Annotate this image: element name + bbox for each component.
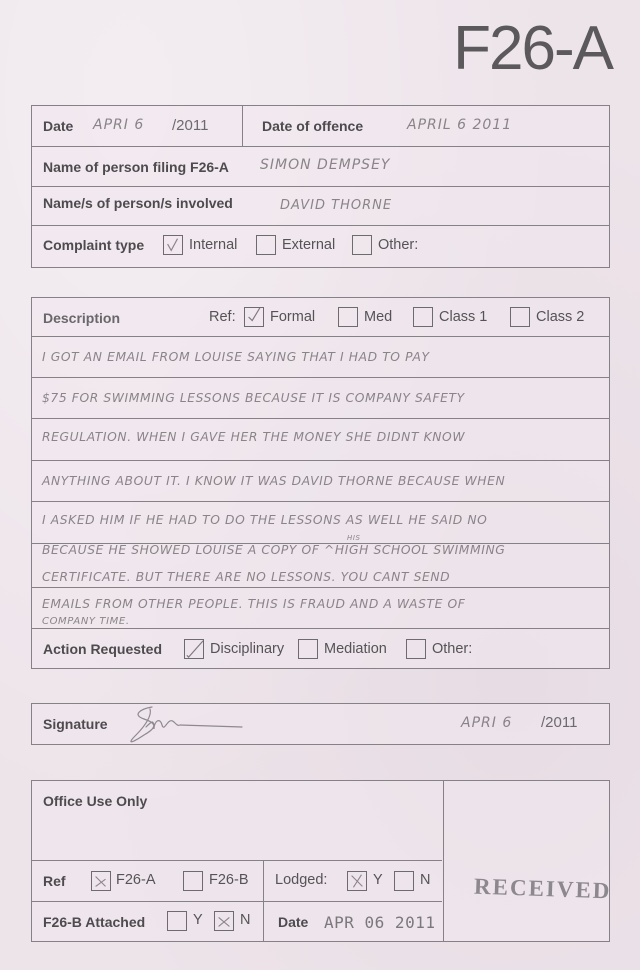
complaint-internal-label: Internal [189, 237, 238, 253]
complaint-other-checkbox[interactable] [352, 235, 372, 255]
received-stamp: RECEIVED [473, 873, 612, 904]
divider [242, 106, 243, 146]
description-line: BECAUSE HE SHOWED LOUISE A COPY OF ^HIGH SCHOOL SWIMMING [42, 543, 506, 557]
lodged-yes-label: Y [373, 872, 383, 888]
checkmark-icon [245, 308, 263, 326]
divider [32, 418, 609, 419]
office-use-title: Office Use Only [43, 793, 148, 809]
divider [32, 225, 609, 226]
divider [32, 186, 609, 187]
ref-class2-label: Class 2 [536, 309, 585, 325]
ref-med-label: Med [364, 309, 393, 325]
ref-med-checkbox[interactable] [338, 307, 358, 327]
ref-label: Ref: [209, 309, 236, 325]
description-line: I ASKED HIM IF HE HAD TO DO THE LESSONS AS WELL HE SAID NO [42, 513, 488, 527]
divider [32, 501, 609, 502]
office-use-section [31, 780, 610, 942]
x-mark-icon [215, 912, 233, 930]
description-line: I GOT AN EMAIL FROM LOUISE SAYING THAT I HAD TO PAY [42, 350, 430, 364]
x-mark-icon [92, 872, 110, 890]
description-section [31, 297, 610, 669]
office-ref-f26a-label: F26-A [116, 872, 156, 888]
complaint-external-label: External [282, 237, 336, 253]
lodged-no-checkbox[interactable] [394, 871, 414, 891]
office-ref-label: Ref [43, 873, 66, 889]
complaint-external-checkbox[interactable] [256, 235, 276, 255]
action-disciplinary-checkbox[interactable] [184, 639, 204, 659]
complainant-details-section [31, 105, 610, 268]
divider [32, 628, 609, 629]
form-code-title: F26-A [453, 14, 612, 83]
x-mark-icon [348, 872, 366, 890]
divider [32, 377, 609, 378]
ref-class1-label: Class 1 [439, 309, 488, 325]
divider [32, 587, 609, 588]
office-ref-f26a-checkbox[interactable] [91, 871, 111, 891]
signature-date-field[interactable]: APRI 6 [461, 715, 513, 731]
checkmark-icon [164, 236, 182, 254]
filer-name-field[interactable]: SIMON DEMPSEY [260, 157, 391, 173]
date-label: Date [43, 118, 74, 134]
attached-no-checkbox[interactable] [214, 911, 234, 931]
signature-section [31, 703, 610, 745]
signature-label: Signature [43, 716, 108, 732]
persons-involved-field[interactable]: DAVID THORNE [280, 198, 393, 213]
persons-involved-label: Name/s of person/s involved [43, 195, 233, 211]
date-of-offence-field[interactable]: APRIL 6 2011 [407, 117, 513, 133]
action-disciplinary-label: Disciplinary [210, 641, 285, 657]
signature-field[interactable] [122, 701, 262, 747]
date-year: /2011 [172, 117, 209, 134]
date-field[interactable]: APRI 6 [93, 117, 145, 133]
attached-yes-checkbox[interactable] [167, 911, 187, 931]
description-insert-word: HIS [347, 534, 361, 542]
attached-no-label: N [240, 912, 251, 928]
description-line: CERTIFICATE. BUT THERE ARE NO LESSONS. YOU CANT SEND [42, 570, 451, 584]
date-of-offence-label: Date of offence [262, 118, 364, 134]
description-line: ANYTHING ABOUT IT. I KNOW IT WAS DAVID THORNE BECAUSE WHEN [42, 474, 506, 488]
filer-name-label: Name of person filing F26-A [43, 159, 229, 175]
office-ref-f26b-checkbox[interactable] [183, 871, 203, 891]
office-ref-f26b-label: F26-B [209, 872, 249, 888]
description-label: Description [43, 310, 121, 326]
action-other-label: Other: [432, 641, 473, 657]
ref-class2-checkbox[interactable] [510, 307, 530, 327]
checkmark-icon [185, 640, 203, 658]
description-line: COMPANY TIME. [42, 616, 130, 627]
action-mediation-checkbox[interactable] [298, 639, 318, 659]
description-line: REGULATION. WHEN I GAVE HER THE MONEY SHE DIDNT KNOW [42, 430, 466, 444]
lodged-yes-checkbox[interactable] [347, 871, 367, 891]
attached-yes-label: Y [193, 912, 203, 928]
lodged-label: Lodged: [275, 872, 328, 888]
divider [263, 860, 264, 941]
ref-formal-checkbox[interactable] [244, 307, 264, 327]
ref-formal-label: Formal [270, 309, 316, 325]
complaint-type-label: Complaint type [43, 237, 145, 253]
action-mediation-label: Mediation [324, 641, 387, 657]
office-date-label: Date [278, 914, 309, 930]
divider [32, 146, 609, 147]
signature-date-year: /2011 [541, 714, 578, 731]
complaint-internal-checkbox[interactable] [163, 235, 183, 255]
action-requested-label: Action Requested [43, 641, 163, 657]
description-line: $75 FOR SWIMMING LESSONS BECAUSE IT IS COMPANY SAFETY [42, 391, 465, 405]
lodged-no-label: N [420, 872, 431, 888]
f26b-attached-label: F26-B Attached [43, 914, 146, 930]
description-line: EMAILS FROM OTHER PEOPLE. THIS IS FRAUD AND A WASTE OF [42, 597, 466, 611]
divider [32, 460, 609, 461]
ref-class1-checkbox[interactable] [413, 307, 433, 327]
office-date-stamp: APR 06 2011 [324, 913, 436, 932]
divider [32, 336, 609, 337]
divider [32, 901, 442, 902]
divider [32, 860, 442, 861]
divider [443, 781, 444, 941]
complaint-other-label: Other: [378, 237, 419, 253]
action-other-checkbox[interactable] [406, 639, 426, 659]
